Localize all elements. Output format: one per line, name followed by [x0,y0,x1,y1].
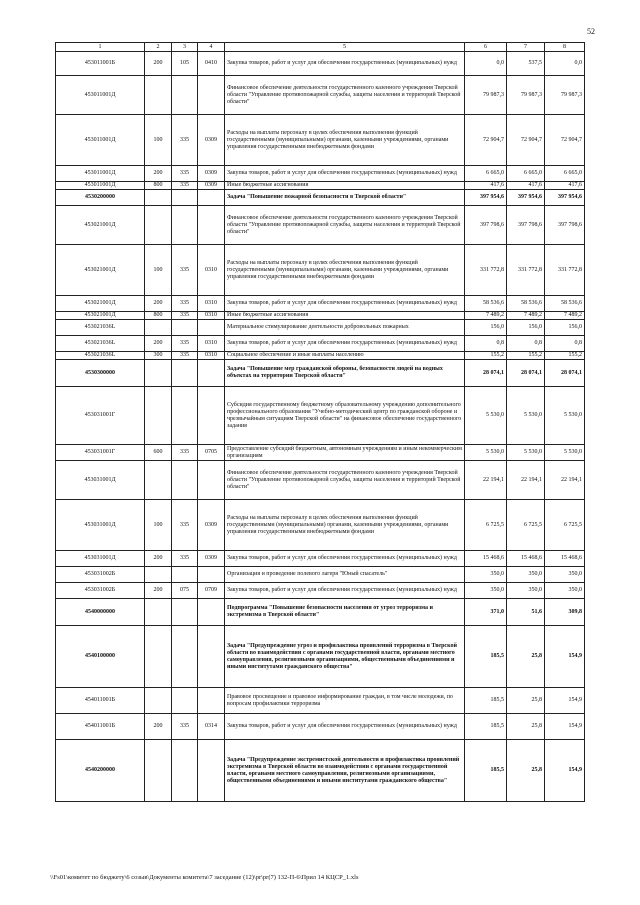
expense-type-cell [145,76,172,115]
expense-type-cell: 800 [145,182,172,190]
amount-year3-cell: 0,8 [545,336,585,352]
amount-year2-cell: 156,0 [507,320,545,336]
admin-code-cell: 335 [172,115,198,166]
table-row [56,312,585,320]
table-row [56,445,585,461]
amount-year2-cell: 51,6 [507,599,545,626]
budget-code-cell: 4540200000 [56,740,145,802]
admin-code-cell [172,76,198,115]
amount-year1-cell: 185,5 [465,740,507,802]
admin-code-cell [172,360,198,387]
amount-year1-cell: 6 725,5 [465,500,507,551]
description-cell: Материальное стимулирование деятельности добровольных пожарных [225,320,465,336]
section-code-cell [198,76,225,115]
budget-code-cell: 453011001Д [56,76,145,115]
amount-year3-cell: 7 489,2 [545,312,585,320]
budget-code-cell: 453031002Б [56,567,145,583]
amount-year1-cell: 79 987,3 [465,76,507,115]
budget-code-cell: 453011001Д [56,115,145,166]
table-row [56,320,585,336]
description-cell: Закупка товаров, работ и услуг для обеспечения государственных (муниципальных) нужд [225,336,465,352]
description-cell: Финансовое обеспечение деятельности государственного казенного учреждения Тверской области "Управление противопожарной службы, защиты населения и территорий Тверской области" [225,76,465,115]
budget-code-cell: 453031002Б [56,583,145,599]
header-cell: 3 [172,43,198,52]
budget-code-cell: 453011001Д [56,182,145,190]
amount-year2-cell: 6 665,0 [507,166,545,182]
amount-year2-cell: 350,0 [507,567,545,583]
budget-code-cell: 453031001Г [56,387,145,445]
table-row [56,182,585,190]
budget-code-cell: 453031001Д [56,551,145,567]
section-code-cell [198,190,225,206]
header-cell: 8 [545,43,585,52]
description-cell: Задача "Предупреждение экстремистской деятельности и профилактика проявлений экстремизма в Тверской области во взаимодействии с органами государственной власти, органами местного самоуправления, религиозными организациями, общественными объединениями и иными институтами гражданского общества" [225,740,465,802]
expense-type-cell [145,360,172,387]
description-cell: Социальное обеспечение и иные выплаты населению [225,352,465,360]
admin-code-cell [172,599,198,626]
amount-year3-cell: 5 530,0 [545,445,585,461]
section-code-cell: 0310 [198,352,225,360]
amount-year3-cell: 331 772,8 [545,245,585,296]
section-code-cell: 0705 [198,445,225,461]
admin-code-cell [172,461,198,500]
amount-year1-cell: 331 772,8 [465,245,507,296]
expense-type-cell [145,599,172,626]
section-code-cell: 0310 [198,245,225,296]
header-cell: 2 [145,43,172,52]
expense-type-cell: 800 [145,312,172,320]
description-cell: Предоставление субсидий бюджетным, автономным учреждениям и иным некоммерческим организациям [225,445,465,461]
amount-year3-cell: 155,2 [545,352,585,360]
budget-code-cell: 4530200000 [56,190,145,206]
amount-year3-cell: 350,0 [545,567,585,583]
amount-year1-cell: 7 489,2 [465,312,507,320]
budget-table [55,42,585,802]
description-cell: Задача "Предупреждение угроз и профилактика проявлений терроризма в Тверской области во взаимодействии с органами государственной власти, органами местного самоуправления, религиозными организациями, общественными объединениями и иными институтами гражданского общества" [225,626,465,688]
budget-code-cell: 453021001Д [56,312,145,320]
amount-year3-cell: 6 725,5 [545,500,585,551]
expense-type-cell: 300 [145,352,172,360]
amount-year3-cell: 154,9 [545,714,585,740]
amount-year1-cell: 58 536,6 [465,296,507,312]
amount-year2-cell: 15 468,6 [507,551,545,567]
amount-year1-cell: 5 530,0 [465,387,507,445]
amount-year3-cell: 154,9 [545,740,585,802]
admin-code-cell: 335 [172,166,198,182]
section-code-cell [198,599,225,626]
admin-code-cell: 335 [172,336,198,352]
budget-code-cell: 453021001Д [56,296,145,312]
section-code-cell [198,567,225,583]
admin-code-cell: 105 [172,52,198,76]
admin-code-cell [172,206,198,245]
description-cell: Расходы на выплаты персоналу в целях обеспечения выполнения функций государственными (муниципальными) органами, казенными учреждениями, органами управления государственными внебюджетными фондами [225,245,465,296]
amount-year2-cell: 331 772,8 [507,245,545,296]
admin-code-cell [172,190,198,206]
description-cell: Субсидия государственному бюджетному образовательному учреждению дополнительного профессионального образования "Учебно-методический центр по гражданской обороне и чрезвычайным ситуациям Тверской области" на финансовое обеспечение государственного задания [225,387,465,445]
amount-year3-cell: 79 987,3 [545,76,585,115]
section-code-cell: 0309 [198,500,225,551]
admin-code-cell [172,320,198,336]
section-code-cell: 0309 [198,166,225,182]
description-cell: Закупка товаров, работ и услуг для обеспечения государственных (муниципальных) нужд [225,296,465,312]
expense-type-cell: 200 [145,714,172,740]
expense-type-cell [145,688,172,714]
table-row [56,688,585,714]
section-code-cell: 0310 [198,296,225,312]
description-cell: Закупка товаров, работ и услуг для обеспечения государственных (муниципальных) нужд [225,551,465,567]
budget-code-cell: 453021036L [56,352,145,360]
expense-type-cell: 100 [145,245,172,296]
expense-type-cell: 100 [145,500,172,551]
amount-year3-cell: 350,0 [545,583,585,599]
budget-code-cell: 4540100000 [56,626,145,688]
expense-type-cell [145,320,172,336]
admin-code-cell: 335 [172,500,198,551]
amount-year1-cell: 15 468,6 [465,551,507,567]
budget-code-cell: 453021001Д [56,245,145,296]
amount-year3-cell: 0,0 [545,52,585,76]
amount-year1-cell: 371,0 [465,599,507,626]
description-cell: Подпрограмма "Повышение безопасности населения от угроз терроризма и экстремизма в Тверской области" [225,599,465,626]
admin-code-cell: 335 [172,296,198,312]
amount-year2-cell: 25,8 [507,688,545,714]
header-row [56,43,585,52]
budget-code-cell: 454011001Б [56,688,145,714]
table-row [56,336,585,352]
expense-type-cell [145,567,172,583]
section-code-cell: 0309 [198,115,225,166]
description-cell: Финансовое обеспечение деятельности государственного казенного учреждения Тверской области "Управление противопожарной службы, защиты населения и территорий Тверской области" [225,461,465,500]
table-row [56,583,585,599]
description-cell: Иные бюджетные ассигнования [225,312,465,320]
section-code-cell: 0309 [198,182,225,190]
amount-year2-cell: 350,0 [507,583,545,599]
expense-type-cell [145,387,172,445]
table-row [56,166,585,182]
amount-year2-cell: 25,8 [507,626,545,688]
expense-type-cell: 100 [145,115,172,166]
amount-year3-cell: 309,8 [545,599,585,626]
amount-year2-cell: 5 530,0 [507,387,545,445]
table-row [56,296,585,312]
table-row [56,599,585,626]
expense-type-cell [145,626,172,688]
description-cell: Задача "Повышение мер гражданской обороны, безопасности людей на водных объектах на территории Тверской области" [225,360,465,387]
section-code-cell: 0410 [198,52,225,76]
expense-type-cell: 200 [145,551,172,567]
amount-year1-cell: 72 904,7 [465,115,507,166]
admin-code-cell: 335 [172,245,198,296]
amount-year1-cell: 155,2 [465,352,507,360]
expense-type-cell: 200 [145,296,172,312]
description-cell: Финансовое обеспечение деятельности государственного казенного учреждения Тверской области "Управление противопожарной службы, защиты населения и территорий Тверской области" [225,206,465,245]
amount-year2-cell: 25,8 [507,714,545,740]
amount-year2-cell: 79 987,3 [507,76,545,115]
admin-code-cell: 335 [172,312,198,320]
expense-type-cell [145,461,172,500]
table-row [56,352,585,360]
expense-type-cell [145,190,172,206]
amount-year3-cell: 417,6 [545,182,585,190]
amount-year2-cell: 22 194,1 [507,461,545,500]
admin-code-cell [172,688,198,714]
expense-type-cell [145,206,172,245]
expense-type-cell: 600 [145,445,172,461]
amount-year3-cell: 397 954,6 [545,190,585,206]
header-cell: 5 [225,43,465,52]
section-code-cell: 0310 [198,336,225,352]
section-code-cell: 0310 [198,312,225,320]
budget-code-cell: 453021036L [56,336,145,352]
section-code-cell [198,360,225,387]
amount-year2-cell: 28 074,1 [507,360,545,387]
header-cell: 1 [56,43,145,52]
budget-code-cell: 453021036L [56,320,145,336]
section-code-cell: 0309 [198,551,225,567]
section-code-cell [198,626,225,688]
budget-code-cell: 4530300000 [56,360,145,387]
table-row [56,115,585,166]
section-code-cell [198,320,225,336]
amount-year2-cell: 58 536,6 [507,296,545,312]
amount-year1-cell: 6 665,0 [465,166,507,182]
section-code-cell [198,688,225,714]
admin-code-cell: 335 [172,182,198,190]
expense-type-cell: 200 [145,336,172,352]
file-path-footer: \\Fs01\комитет по бюджету\6 созыв\Документы комитета\7 заседание (12)\pr\pr(7) 132-П-6\Прил 14 КЦСР_1.xls [50,874,359,881]
table-row [56,461,585,500]
amount-year3-cell: 156,0 [545,320,585,336]
description-cell: Закупка товаров, работ и услуг для обеспечения государственных (муниципальных) нужд [225,166,465,182]
section-code-cell [198,387,225,445]
amount-year2-cell: 72 904,7 [507,115,545,166]
amount-year1-cell: 28 074,1 [465,360,507,387]
expense-type-cell: 200 [145,583,172,599]
amount-year2-cell: 25,8 [507,740,545,802]
table-row [56,740,585,802]
amount-year1-cell: 0,8 [465,336,507,352]
amount-year3-cell: 58 536,6 [545,296,585,312]
table-row [56,626,585,688]
amount-year3-cell: 154,9 [545,688,585,714]
table-row [56,500,585,551]
description-cell: Правовое просвещение и правовое информирование граждан, в том числе молодежи, по вопросам профилактики терроризма [225,688,465,714]
budget-code-cell: 453021001Д [56,206,145,245]
table-row [56,76,585,115]
amount-year2-cell: 397 954,6 [507,190,545,206]
admin-code-cell: 075 [172,583,198,599]
amount-year1-cell: 185,5 [465,626,507,688]
table-row [56,387,585,445]
table-row [56,245,585,296]
admin-code-cell [172,387,198,445]
budget-code-cell: 453011001Д [56,166,145,182]
amount-year2-cell: 6 725,5 [507,500,545,551]
description-cell: Иные бюджетные ассигнования [225,182,465,190]
amount-year1-cell: 22 194,1 [465,461,507,500]
amount-year3-cell: 397 798,6 [545,206,585,245]
section-code-cell [198,206,225,245]
amount-year1-cell: 156,0 [465,320,507,336]
amount-year2-cell: 5 530,0 [507,445,545,461]
budget-code-cell: 453031001Д [56,500,145,551]
admin-code-cell: 335 [172,445,198,461]
amount-year2-cell: 537,5 [507,52,545,76]
table-row [56,360,585,387]
header-cell: 4 [198,43,225,52]
table-row [56,714,585,740]
amount-year1-cell: 5 530,0 [465,445,507,461]
table-row [56,551,585,567]
admin-code-cell [172,626,198,688]
amount-year2-cell: 7 489,2 [507,312,545,320]
expense-type-cell [145,740,172,802]
admin-code-cell: 335 [172,352,198,360]
description-cell: Организация и проведение полевого лагеря "Юный спасатель" [225,567,465,583]
amount-year2-cell: 0,8 [507,336,545,352]
amount-year1-cell: 0,0 [465,52,507,76]
amount-year3-cell: 6 665,0 [545,166,585,182]
description-cell: Задача "Повышение пожарной безопасности в Тверской области" [225,190,465,206]
description-cell: Закупка товаров, работ и услуг для обеспечения государственных (муниципальных) нужд [225,583,465,599]
table-row [56,206,585,245]
description-cell: Закупка товаров, работ и услуг для обеспечения государственных (муниципальных) нужд [225,52,465,76]
table-row [56,52,585,76]
amount-year1-cell: 350,0 [465,567,507,583]
amount-year1-cell: 185,5 [465,688,507,714]
expense-type-cell: 200 [145,166,172,182]
amount-year3-cell: 15 468,6 [545,551,585,567]
amount-year2-cell: 397 798,6 [507,206,545,245]
amount-year3-cell: 154,9 [545,626,585,688]
admin-code-cell: 335 [172,714,198,740]
description-cell: Закупка товаров, работ и услуг для обеспечения государственных (муниципальных) нужд [225,714,465,740]
amount-year1-cell: 417,6 [465,182,507,190]
budget-code-cell: 454011001Б [56,714,145,740]
admin-code-cell [172,740,198,802]
amount-year1-cell: 397 954,6 [465,190,507,206]
section-code-cell [198,740,225,802]
expense-type-cell: 200 [145,52,172,76]
table-row [56,567,585,583]
budget-code-cell: 453031001Д [56,461,145,500]
amount-year1-cell: 397 798,6 [465,206,507,245]
amount-year1-cell: 185,5 [465,714,507,740]
section-code-cell: 0314 [198,714,225,740]
table-body [56,52,585,802]
amount-year1-cell: 350,0 [465,583,507,599]
amount-year2-cell: 155,2 [507,352,545,360]
amount-year3-cell: 72 904,7 [545,115,585,166]
section-code-cell [198,461,225,500]
amount-year3-cell: 28 074,1 [545,360,585,387]
description-cell: Расходы на выплаты персоналу в целях обеспечения выполнения функций государственными (муниципальными) органами, казенными учреждениями, органами управления государственными внебюджетными фондами [225,500,465,551]
admin-code-cell: 335 [172,551,198,567]
budget-code-cell: 4540000000 [56,599,145,626]
amount-year3-cell: 22 194,1 [545,461,585,500]
section-code-cell: 0709 [198,583,225,599]
amount-year2-cell: 417,6 [507,182,545,190]
header-cell: 6 [465,43,507,52]
description-cell: Расходы на выплаты персоналу в целях обеспечения выполнения функций государственными (муниципальными) органами, казенными учреждениями, органами управления государственными внебюджетными фондами [225,115,465,166]
header-cell: 7 [507,43,545,52]
amount-year3-cell: 5 530,0 [545,387,585,445]
table-row [56,190,585,206]
budget-code-cell: 453011001Б [56,52,145,76]
admin-code-cell [172,567,198,583]
budget-code-cell: 453031001Г [56,445,145,461]
page-number: 52 [587,27,595,36]
